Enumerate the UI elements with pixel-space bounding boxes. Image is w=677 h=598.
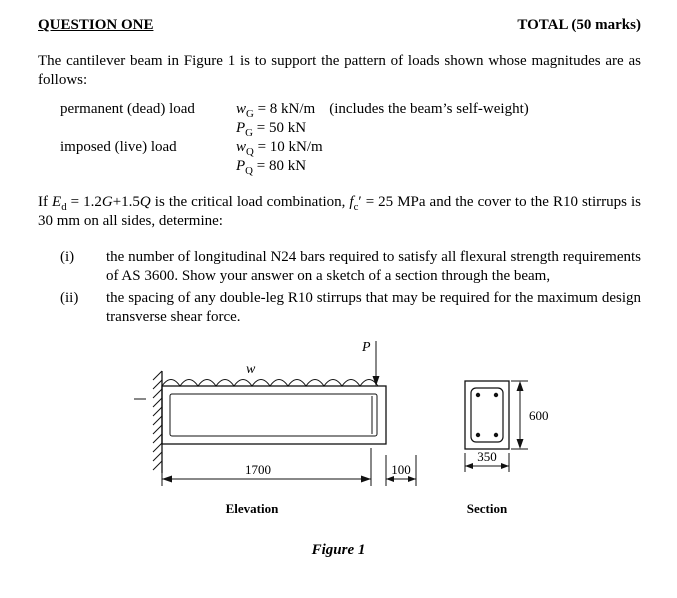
live-load-udl-value: $w_Q = 10$ kN/m [236,139,323,158]
wall-hatching [153,371,162,470]
width-dim-text: 350 [477,449,497,464]
overhang-dimension [386,455,416,486]
beam-reinforcement-outline [170,394,377,436]
item-ii [60,289,641,327]
beam-outline [162,386,386,444]
depth-dimension [511,381,549,449]
stirrup-outline [471,388,503,442]
span-dimension [162,448,371,486]
loads-list [60,100,641,176]
text-column [38,16,641,327]
figure-caption: Figure 1 [311,542,366,558]
span-dim-text: 1700 [245,462,271,477]
item-i [60,248,641,286]
load-row-live [60,138,641,157]
dead-load-label: permanent (dead) load [60,101,195,117]
dead-load-point-value: $P_G = 50$ kN [236,120,307,139]
load-row-live-point [60,157,641,176]
live-load-point-value: $P_Q = 80$ kN [236,158,307,177]
total-marks: TOTAL (50 marks) [517,17,641,33]
point-load-label: P [362,340,371,355]
load-row-dead-point [60,119,641,138]
overhang-dim-text: 100 [391,462,411,477]
width-dimension [465,449,509,472]
figure-1-drawing [0,333,677,533]
distributed-load-curve [162,380,378,387]
item-i-number: (i) [60,249,75,265]
question-title: QUESTION ONE [38,17,154,33]
depth-dim-text: 600 [529,408,549,423]
rebar-dots [476,393,498,437]
question-items [60,248,641,327]
elevation-label: Elevation [225,501,279,516]
load-row-dead [60,100,641,119]
item-ii-number: (ii) [60,290,79,306]
header-row [38,16,641,35]
distributed-load-label: w [246,362,256,377]
section-label: Section [466,501,508,516]
live-load-label: imposed (live) load [60,139,177,155]
item-ii-text: the spacing of any double-leg R10 stirrups that may be required for the maximum design transverse shear force. [106,290,641,325]
dead-load-udl-value: $w_G = 8$ kN/m (includes the beam’s self-weight) [236,101,529,120]
item-i-text: the number of longitudinal N24 bars required to satisfy all flexural strength requirements of AS 3600. Show your answer on a sketch of a section through the beam, [106,249,641,284]
self-weight-note: (includes the beam’s self-weight) [329,101,529,117]
intro-paragraph: The cantilever beam in Figure 1 is to support the pattern of loads shown whose magnitudes are as follows: [38,53,641,88]
load-combination-paragraph: If $E_d = 1.2G+1.5Q$ is the critical load combination, $f_c' = 25$ MPa and the cover to the R10 stirrups is 30 mm on all sides, determine: [38,194,641,229]
